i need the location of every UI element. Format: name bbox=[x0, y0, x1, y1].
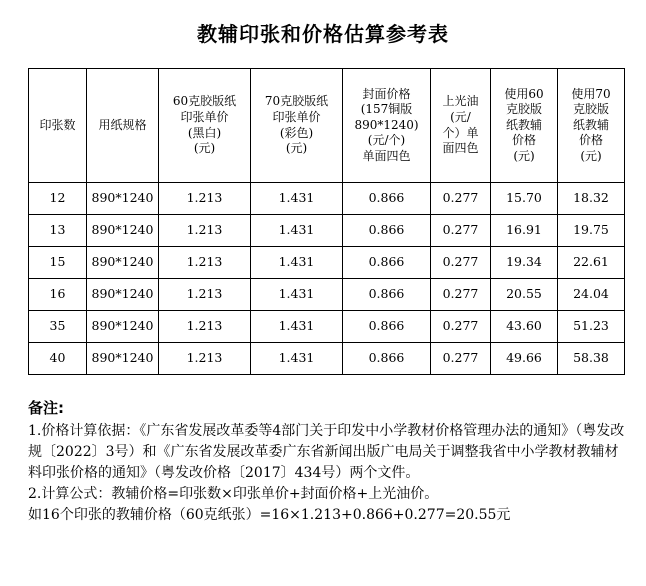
column-header-line: (元) bbox=[513, 148, 535, 163]
note-basis: 1.价格计算依据：《广东省发展改革委等4部门关于印发中小学教材价格管理办法的通知》（粤发改规〔2022〕3号）和《广东省发展改革委广东省新闻出版广电局关于调整我省中小学教材教辅材料印张价格的通知》（粤发改价格〔2017〕434号）两个文件。 bbox=[28, 423, 625, 481]
table-cell: 15 bbox=[29, 247, 87, 279]
column-header-line: 印张单价 bbox=[180, 109, 229, 124]
column-header bbox=[159, 69, 251, 183]
column-header-line: 纸教辅 bbox=[572, 117, 609, 132]
column-header bbox=[558, 69, 625, 183]
notes-section bbox=[28, 398, 632, 526]
column-header-line: 个）单 bbox=[442, 125, 479, 140]
table-cell: 1.431 bbox=[251, 279, 343, 311]
table-cell: 0.866 bbox=[343, 215, 431, 247]
table-row bbox=[29, 311, 625, 343]
column-header-line: 印张单价 bbox=[272, 109, 321, 124]
table-cell: 51.23 bbox=[558, 311, 625, 343]
table-cell: 1.431 bbox=[251, 183, 343, 215]
table-cell: 0.866 bbox=[343, 279, 431, 311]
table-cell: 20.55 bbox=[491, 279, 558, 311]
table-cell: 15.70 bbox=[491, 183, 558, 215]
table-cell: 890*1240 bbox=[87, 343, 159, 375]
table-cell: 1.431 bbox=[251, 343, 343, 375]
table-cell: 1.431 bbox=[251, 215, 343, 247]
table-cell: 49.66 bbox=[491, 343, 558, 375]
price-table bbox=[28, 68, 625, 375]
column-header-line: 面四色 bbox=[442, 141, 479, 156]
table-cell: 1.213 bbox=[159, 183, 251, 215]
table-cell: 12 bbox=[29, 183, 87, 215]
column-header bbox=[87, 69, 159, 183]
table-cell: 19.75 bbox=[558, 215, 625, 247]
page-title: 教辅印张和价格估算参考表 bbox=[197, 22, 449, 46]
table-cell: 43.60 bbox=[491, 311, 558, 343]
notes-heading: 备注: bbox=[28, 399, 64, 417]
column-header-line: 上光油 bbox=[442, 94, 479, 109]
table-cell: 1.213 bbox=[159, 279, 251, 311]
table-cell: 35 bbox=[29, 311, 87, 343]
table-row bbox=[29, 183, 625, 215]
column-header-line: 60克胶版纸 bbox=[172, 94, 237, 109]
table-cell: 40 bbox=[29, 343, 87, 375]
column-header-line: 使用70 bbox=[571, 86, 611, 101]
column-header-line: 印张数 bbox=[39, 117, 76, 132]
table-cell: 19.34 bbox=[491, 247, 558, 279]
column-header bbox=[343, 69, 431, 183]
column-header-line: 使用60 bbox=[504, 86, 544, 101]
column-header-line: 用纸规格 bbox=[98, 117, 147, 132]
table-cell: 0.277 bbox=[431, 343, 491, 375]
column-header bbox=[431, 69, 491, 183]
table-cell: 16 bbox=[29, 279, 87, 311]
table-cell: 1.431 bbox=[251, 311, 343, 343]
column-header-line: 克胶版 bbox=[572, 102, 609, 117]
column-header-line: 70克胶版纸 bbox=[264, 94, 329, 109]
table-cell: 0.866 bbox=[343, 247, 431, 279]
column-header-line: (元/个) bbox=[367, 133, 406, 148]
table-cell: 0.277 bbox=[431, 215, 491, 247]
table-cell: 890*1240 bbox=[87, 215, 159, 247]
column-header-line: 价格 bbox=[578, 133, 603, 148]
table-cell: 22.61 bbox=[558, 247, 625, 279]
table-body bbox=[29, 183, 625, 375]
table-cell: 24.04 bbox=[558, 279, 625, 311]
table-cell: 0.866 bbox=[343, 343, 431, 375]
column-header-line: (元) bbox=[285, 141, 308, 156]
table-cell: 890*1240 bbox=[87, 279, 159, 311]
table-cell: 1.213 bbox=[159, 311, 251, 343]
column-header bbox=[251, 69, 343, 183]
table-cell: 890*1240 bbox=[87, 247, 159, 279]
note-formula: 2.计算公式：教辅价格=印张数×印张单价+封面价格+上光油价。 bbox=[28, 486, 439, 502]
table-cell: 58.38 bbox=[558, 343, 625, 375]
column-header-line: (元) bbox=[193, 141, 216, 156]
table-cell: 0.277 bbox=[431, 247, 491, 279]
table-cell: 0.277 bbox=[431, 311, 491, 343]
table-row bbox=[29, 215, 625, 247]
table-cell: 0.277 bbox=[431, 279, 491, 311]
table-cell: 0.866 bbox=[343, 311, 431, 343]
column-header-line: 封面价格 bbox=[362, 86, 411, 101]
note-example: 如16个印张的教辅价格（60克纸张）=16×1.213+0.866+0.277=20.55元 bbox=[28, 507, 511, 523]
column-header-line: 纸教辅 bbox=[505, 117, 542, 132]
column-header bbox=[29, 69, 87, 183]
table-cell: 16.91 bbox=[491, 215, 558, 247]
table-row bbox=[29, 247, 625, 279]
table-header-row bbox=[29, 69, 625, 183]
table-cell: 1.213 bbox=[159, 343, 251, 375]
table-cell: 1.213 bbox=[159, 215, 251, 247]
column-header-line: (元) bbox=[580, 148, 602, 163]
table-cell: 0.277 bbox=[431, 183, 491, 215]
column-header-line: (彩色) bbox=[279, 125, 314, 140]
table-cell: 1.213 bbox=[159, 247, 251, 279]
table-cell: 18.32 bbox=[558, 183, 625, 215]
table-row bbox=[29, 343, 625, 375]
column-header bbox=[491, 69, 558, 183]
table-cell: 1.431 bbox=[251, 247, 343, 279]
column-header-line: 890*1240) bbox=[354, 117, 419, 132]
table-cell: 890*1240 bbox=[87, 311, 159, 343]
column-header-line: 价格 bbox=[511, 133, 536, 148]
table-row bbox=[29, 279, 625, 311]
table-cell: 0.866 bbox=[343, 183, 431, 215]
table-cell: 13 bbox=[29, 215, 87, 247]
column-header-line: (黑白) bbox=[187, 125, 222, 140]
column-header-line: 克胶版 bbox=[505, 102, 542, 117]
column-header-line: (元/ bbox=[450, 109, 471, 124]
table-cell: 890*1240 bbox=[87, 183, 159, 215]
column-header-line: 单面四色 bbox=[362, 148, 411, 163]
column-header-line: (157铜版 bbox=[360, 102, 413, 117]
